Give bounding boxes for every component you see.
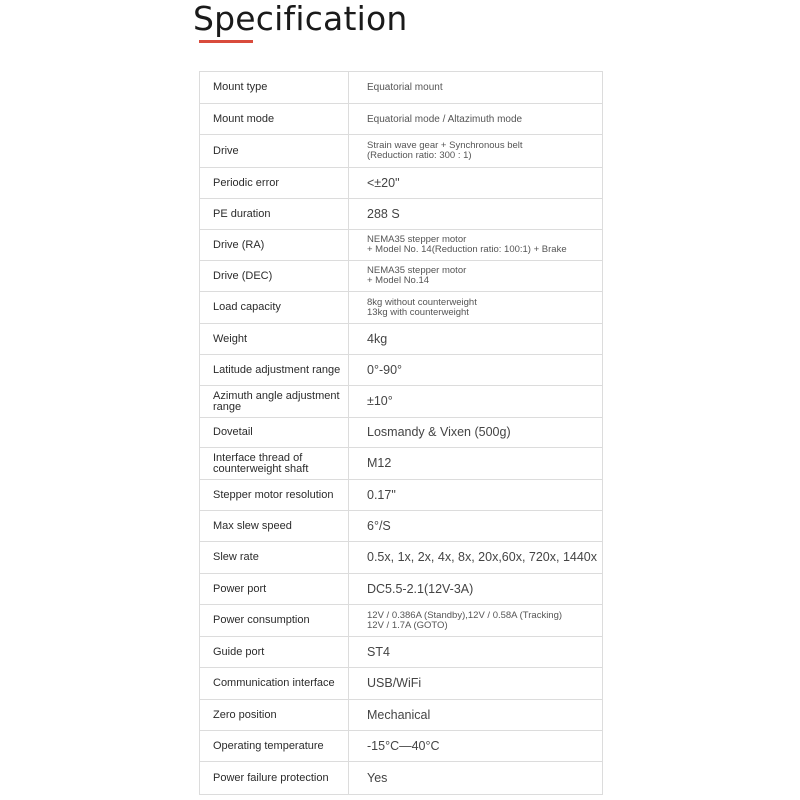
spec-row bbox=[200, 230, 603, 261]
spec-row bbox=[200, 355, 603, 386]
spec-label: Stepper motor resolution bbox=[200, 480, 349, 511]
title-underline bbox=[199, 40, 253, 43]
spec-row bbox=[200, 605, 603, 637]
spec-label: Weight bbox=[200, 324, 349, 355]
spec-row bbox=[200, 418, 603, 448]
spec-row bbox=[200, 762, 603, 795]
spec-label: Max slew speed bbox=[200, 511, 349, 542]
spec-label: Latitude adjustment range bbox=[200, 355, 349, 386]
spec-row bbox=[200, 292, 603, 324]
spec-row bbox=[200, 72, 603, 104]
spec-row bbox=[200, 668, 603, 700]
spec-label: Drive (RA) bbox=[200, 230, 349, 261]
spec-value: 288 S bbox=[349, 199, 603, 230]
spec-value: Equatorial mode / Altazimuth mode bbox=[349, 104, 603, 135]
spec-row bbox=[200, 637, 603, 668]
spec-label: Power failure protection bbox=[200, 762, 349, 795]
spec-row bbox=[200, 261, 603, 292]
spec-label: Mount mode bbox=[200, 104, 349, 135]
spec-row bbox=[200, 511, 603, 542]
spec-row bbox=[200, 135, 603, 168]
spec-value: USB/WiFi bbox=[349, 668, 603, 700]
spec-row bbox=[200, 104, 603, 135]
spec-label: Mount type bbox=[200, 72, 349, 104]
spec-row bbox=[200, 199, 603, 230]
spec-label: Guide port bbox=[200, 637, 349, 668]
spec-value: 0°-90° bbox=[349, 355, 603, 386]
spec-row bbox=[200, 542, 603, 574]
spec-row bbox=[200, 386, 603, 418]
spec-value: 6°/S bbox=[349, 511, 603, 542]
spec-row bbox=[200, 480, 603, 511]
spec-value: 4kg bbox=[349, 324, 603, 355]
spec-label: Communication interface bbox=[200, 668, 349, 700]
spec-value: Losmandy & Vixen (500g) bbox=[349, 418, 603, 448]
spec-value: NEMA35 stepper motor + Model No. 14(Reduction ratio: 100:1) + Brake bbox=[349, 230, 603, 261]
spec-label: Azimuth angle adjustment range bbox=[200, 386, 349, 418]
spec-row bbox=[200, 168, 603, 199]
spec-value: 0.5x, 1x, 2x, 4x, 8x, 20x,60x, 720x, 1440x bbox=[349, 542, 603, 574]
spec-value: DC5.5-2.1(12V-3A) bbox=[349, 574, 603, 605]
spec-label: Drive bbox=[200, 135, 349, 168]
spec-label: Load capacity bbox=[200, 292, 349, 324]
spec-value: Mechanical bbox=[349, 700, 603, 731]
spec-table bbox=[199, 71, 603, 795]
spec-label: Power consumption bbox=[200, 605, 349, 637]
spec-label: Zero position bbox=[200, 700, 349, 731]
spec-label: Dovetail bbox=[200, 418, 349, 448]
spec-row bbox=[200, 324, 603, 355]
spec-value: ST4 bbox=[349, 637, 603, 668]
spec-row bbox=[200, 574, 603, 605]
spec-value: 0.17" bbox=[349, 480, 603, 511]
spec-value: 8kg without counterweight 13kg with counterweight bbox=[349, 292, 603, 324]
spec-label: Operating temperature bbox=[200, 731, 349, 762]
spec-row bbox=[200, 448, 603, 480]
spec-value: M12 bbox=[349, 448, 603, 480]
page-title: Specification bbox=[193, 0, 408, 38]
spec-label: Slew rate bbox=[200, 542, 349, 574]
spec-label: Drive (DEC) bbox=[200, 261, 349, 292]
spec-value: -15°C—40°C bbox=[349, 731, 603, 762]
spec-row bbox=[200, 731, 603, 762]
spec-value: Equatorial mount bbox=[349, 72, 603, 104]
spec-value: Strain wave gear + Synchronous belt (Reduction ratio: 300 : 1) bbox=[349, 135, 603, 168]
spec-value: <±20" bbox=[349, 168, 603, 199]
spec-value: ±10° bbox=[349, 386, 603, 418]
spec-label: Interface thread of counterweight shaft bbox=[200, 448, 349, 480]
spec-label: Power port bbox=[200, 574, 349, 605]
spec-row bbox=[200, 700, 603, 731]
spec-value: 12V / 0.386A (Standby),12V / 0.58A (Tracking) 12V / 1.7A (GOTO) bbox=[349, 605, 603, 637]
spec-label: PE duration bbox=[200, 199, 349, 230]
spec-value: NEMA35 stepper motor + Model No.14 bbox=[349, 261, 603, 292]
spec-label: Periodic error bbox=[200, 168, 349, 199]
spec-value: Yes bbox=[349, 762, 603, 795]
